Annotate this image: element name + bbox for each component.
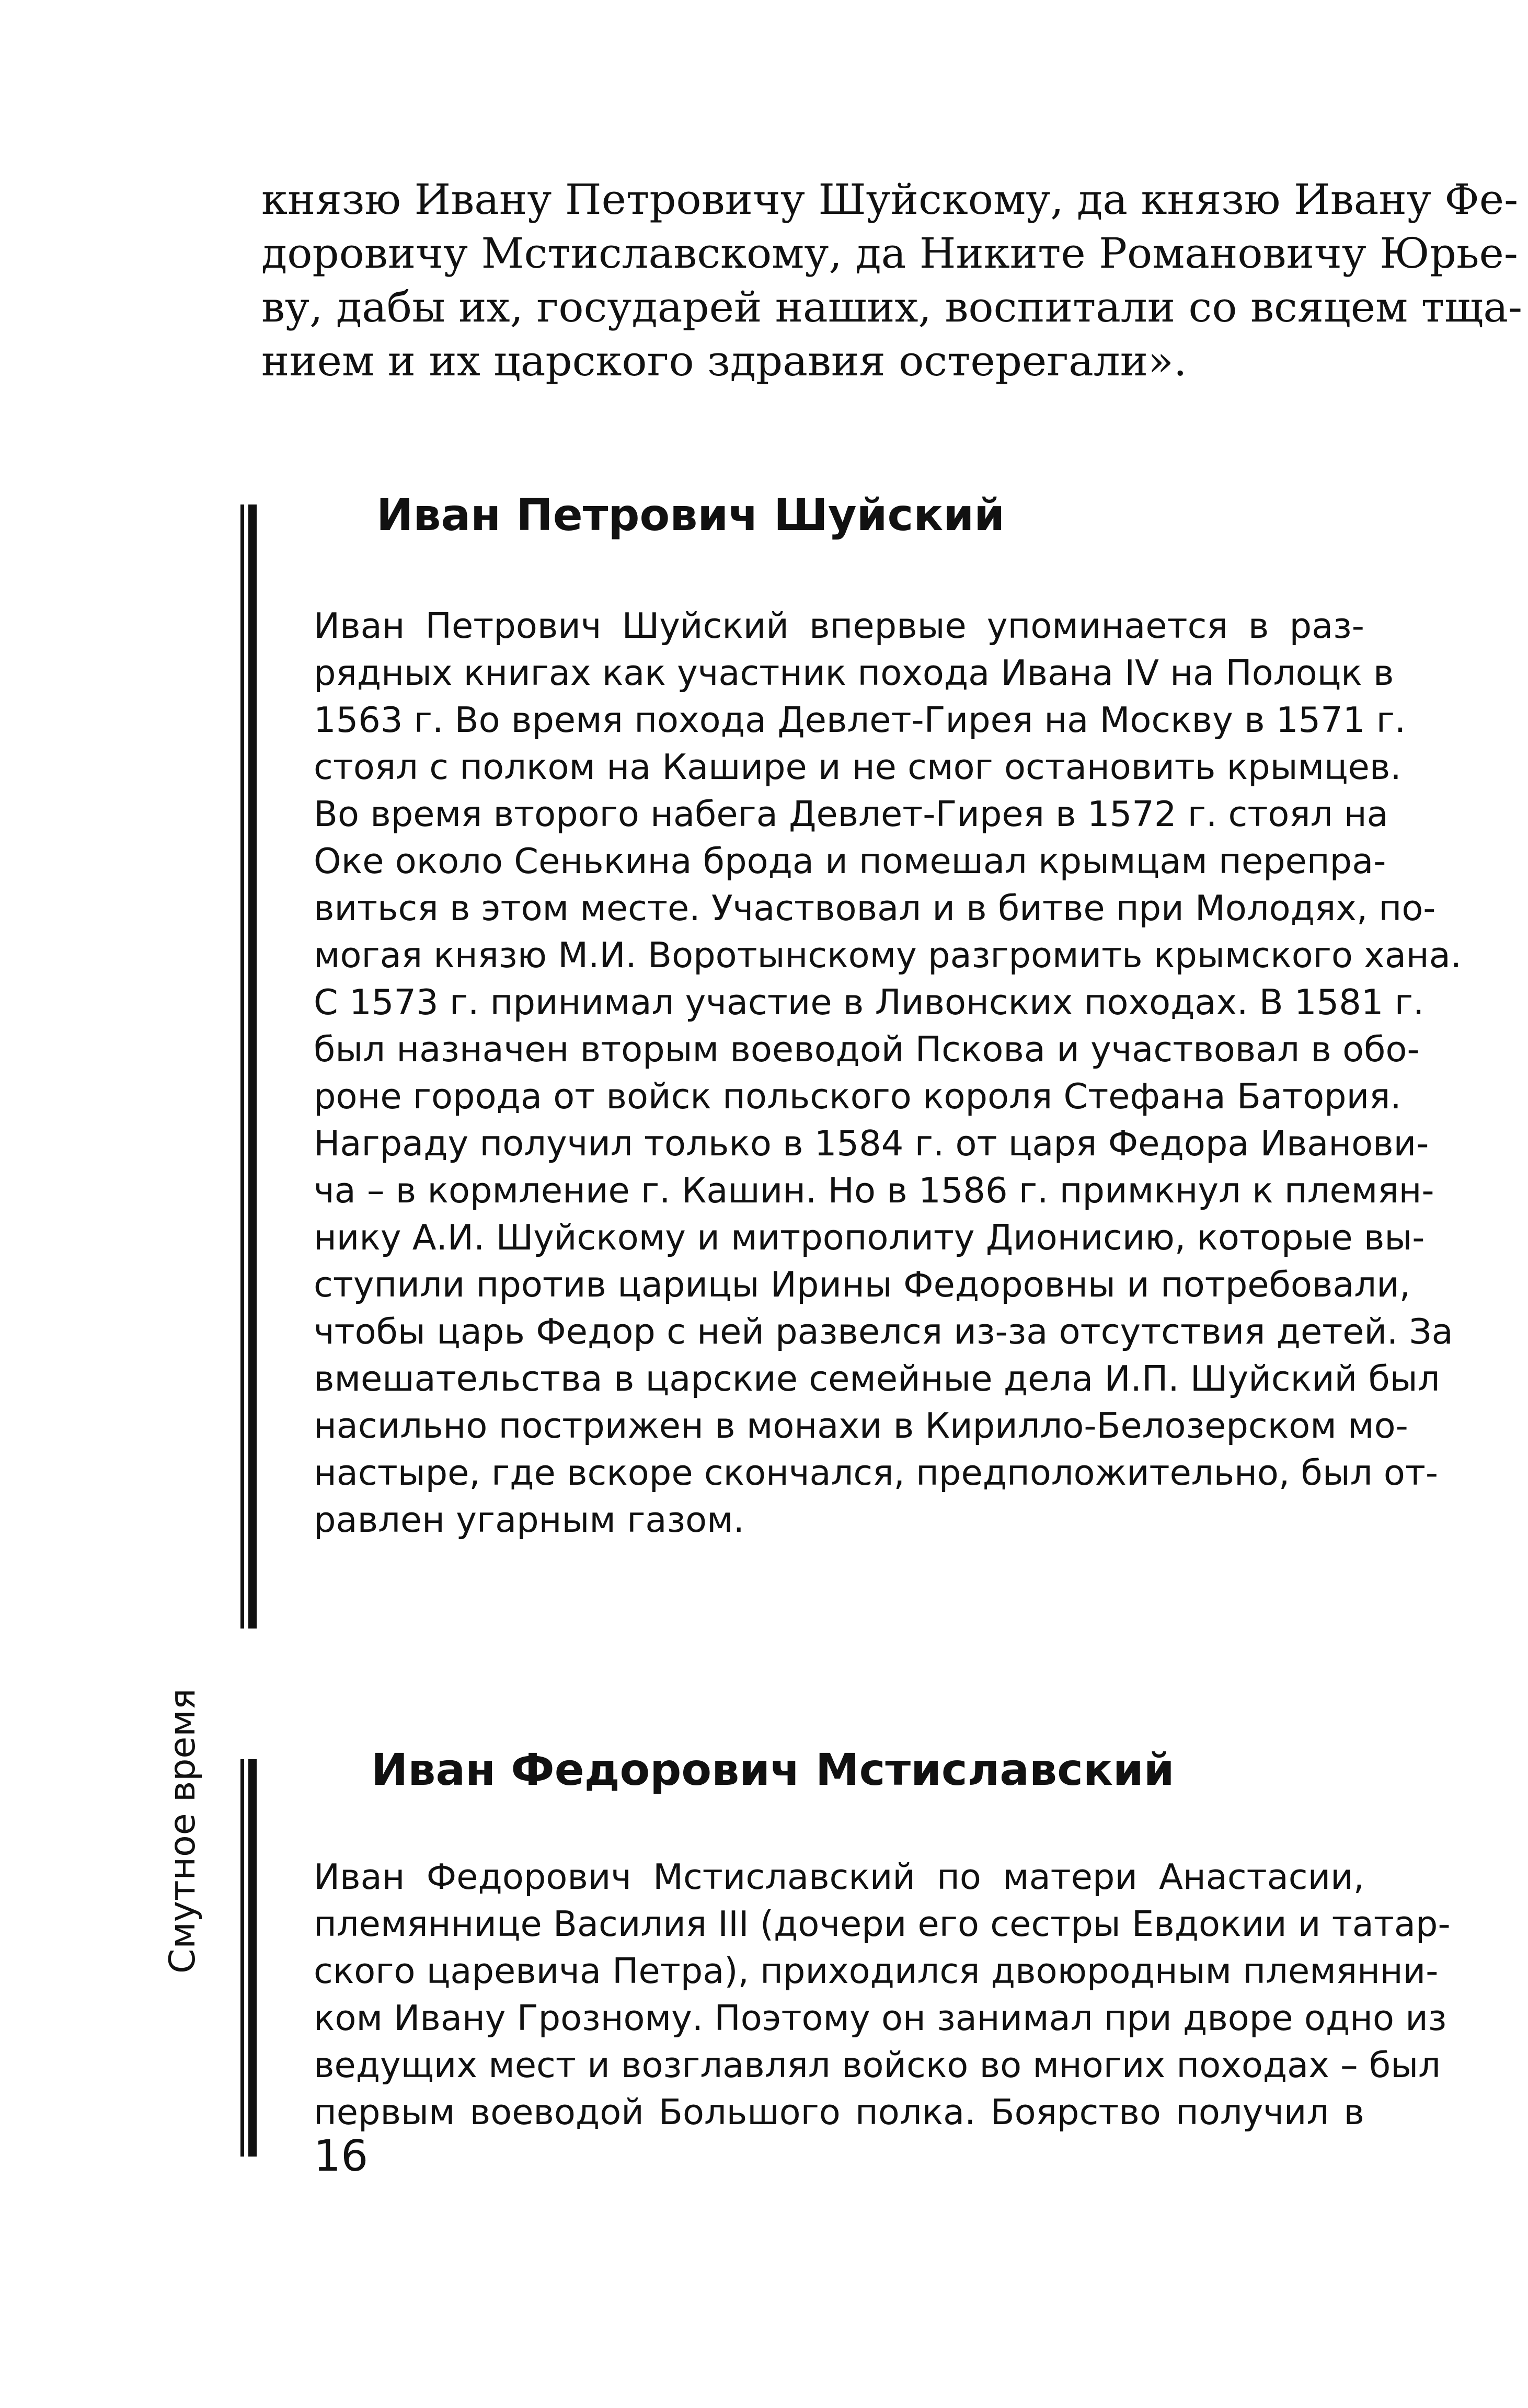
body-line: равлен угарным газом. bbox=[314, 1499, 744, 1540]
body-line: рядных книгах как участник похода Ивана IV на Полоцк в bbox=[314, 652, 1394, 693]
body-line: ступили против царицы Ирины Федоровны и потребовали, bbox=[314, 1264, 1411, 1305]
page-number: 16 bbox=[314, 2131, 369, 2181]
body-line: Награду получил только в 1584 г. от царя Федора Иванови- bbox=[314, 1123, 1429, 1164]
body-line: ведущих мест и возглавлял войско во многих походах – был bbox=[314, 2045, 1441, 2085]
section-heading: Иван Петрович Шуйский bbox=[376, 489, 1005, 541]
body-line: 1563 г. Во время похода Девлет-Гирея на Москву в 1571 г. bbox=[314, 700, 1406, 740]
section-heading: Иван Федорович Мстиславский bbox=[371, 1744, 1175, 1795]
body-line: нику А.И. Шуйскому и митрополиту Дионисию, которые вы- bbox=[314, 1217, 1425, 1258]
body-line: Иван Петрович Шуйский впервые упоминается в раз- bbox=[314, 605, 1364, 646]
intro-line: ву, дабы их, государей наших, воспитали со всяцем тща- bbox=[261, 283, 1523, 331]
intro-line: нием и их царского здравия остерегали». bbox=[261, 337, 1187, 385]
body-line: Во время второго набега Девлет-Гирея в 1572 г. стоял на bbox=[314, 794, 1388, 834]
section-rule bbox=[240, 1759, 256, 2157]
intro-paragraph bbox=[261, 173, 1523, 388]
body-line: насильно пострижен в монахи в Кирилло-Белозерском мо- bbox=[314, 1405, 1408, 1446]
body-line: чтобы царь Федор с ней развелся из-за отсутствия детей. За bbox=[314, 1311, 1453, 1352]
body-line: С 1573 г. принимал участие в Ливонских походах. В 1581 г. bbox=[314, 982, 1424, 1023]
section-rule bbox=[240, 504, 256, 1629]
intro-line: князю Ивану Петровичу Шуйскому, да князю Ивану Фе- bbox=[261, 175, 1519, 224]
body-line: роне города от войск польского короля Стефана Батория. bbox=[314, 1076, 1401, 1117]
body-line: ча – в кормление г. Кашин. Но в 1586 г. примкнул к племян- bbox=[314, 1170, 1434, 1211]
body-line: Иван Федорович Мстиславский по матери Анастасии, bbox=[314, 1856, 1364, 1897]
body-line: настыре, где вскоре скончался, предположительно, был от- bbox=[314, 1452, 1439, 1493]
running-head-text: Смутное время bbox=[162, 1688, 203, 1974]
body-line: стоял с полком на Кашире и не смог остановить крымцев. bbox=[314, 747, 1401, 787]
body-line: вмешательства в царские семейные дела И.П. Шуйский был bbox=[314, 1358, 1440, 1399]
body-line: первым воеводой Большого полка. Боярство получил в bbox=[314, 2092, 1364, 2132]
intro-line: доровичу Мстиславскому, да Никите Романовичу Юрье- bbox=[261, 229, 1518, 278]
body-line: ского царевича Петра), приходился двоюродным племянни- bbox=[314, 1951, 1439, 1991]
section-body bbox=[314, 602, 1462, 1543]
body-line: ком Ивану Грозному. Поэтому он занимал при дворе одно из bbox=[314, 1998, 1447, 2038]
section-body bbox=[314, 1853, 1451, 2136]
body-line: был назначен вторым воеводой Пскова и участвовал в обо- bbox=[314, 1029, 1420, 1070]
body-line: виться в этом месте. Участвовал и в битве при Молодях, по- bbox=[314, 888, 1436, 928]
body-line: Оке около Сенькина брода и помешал крымцам перепра- bbox=[314, 841, 1386, 881]
body-line: могая князю М.И. Воротынскому разгромить крымского хана. bbox=[314, 935, 1462, 976]
body-line: племяннице Василия III (дочери его сестры Евдокии и татар- bbox=[314, 1904, 1451, 1944]
